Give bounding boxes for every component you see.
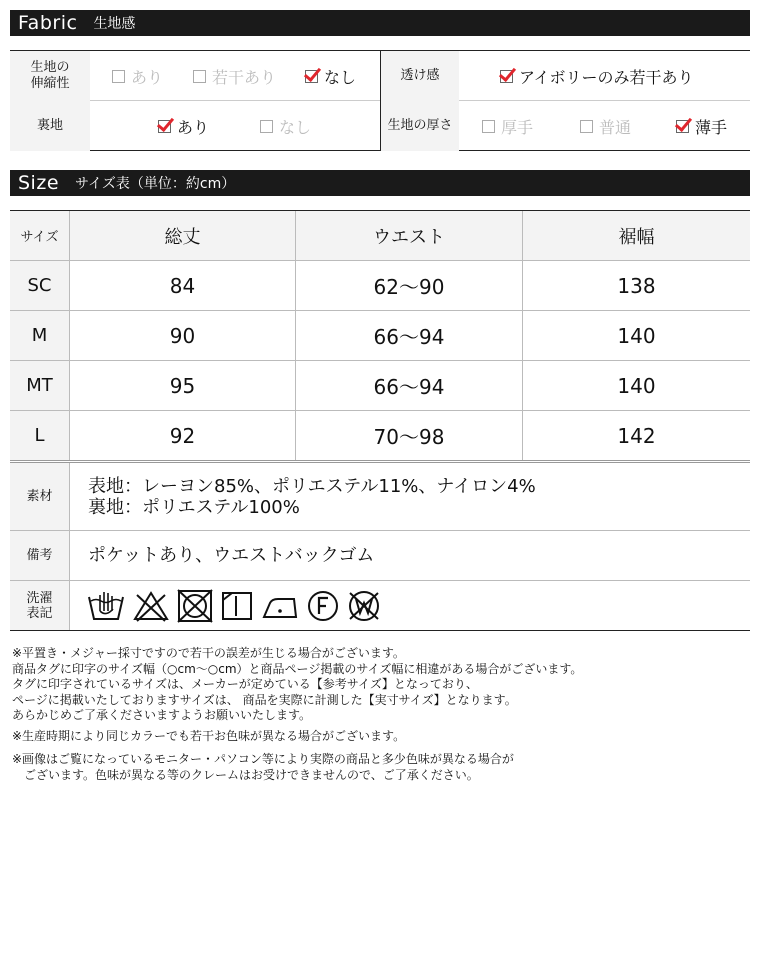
size-header — [10, 170, 750, 196]
washing-row — [10, 581, 750, 631]
size-cell: M — [10, 311, 70, 360]
stretch-label-line: 生地の — [30, 60, 70, 75]
material-row — [10, 463, 750, 531]
checkbox-icon — [260, 120, 273, 133]
option-label: なし — [279, 117, 312, 137]
stretch-option-slight[interactable] — [193, 51, 276, 101]
length-cell: 90 — [70, 311, 296, 360]
material-line: 裏地：ポリエステル100% — [88, 496, 300, 518]
option-label: 普通 — [599, 117, 632, 137]
washing-label — [10, 581, 70, 630]
column-header: 総丈 — [70, 211, 296, 260]
lining-option-no[interactable] — [260, 101, 311, 151]
no-bleach-icon — [132, 589, 170, 623]
fabric-subtitle: 生地感 — [93, 16, 136, 32]
thickness-label: 生地の厚さ — [381, 101, 459, 151]
material-value — [70, 463, 536, 530]
iron-low-icon — [260, 591, 300, 621]
notes-block-3 — [12, 752, 752, 783]
option-label: 厚手 — [501, 117, 534, 137]
note-line: あらかじめご了承くださいますようお願いいたします。 — [12, 708, 312, 722]
washing-icons — [70, 581, 388, 630]
checkbox-icon — [193, 70, 206, 83]
checkbox-icon — [112, 70, 125, 83]
waist-cell: 62〜90 — [296, 261, 523, 310]
no-tumble-dry-icon — [176, 588, 214, 624]
length-cell: 92 — [70, 411, 296, 460]
checkbox-icon — [482, 120, 495, 133]
stretch-option-yes[interactable] — [112, 51, 163, 101]
table-row — [10, 361, 750, 411]
option-label: あり — [131, 67, 164, 87]
length-cell: 84 — [70, 261, 296, 310]
option-label: アイボリーのみ若干あり — [519, 67, 694, 87]
thickness-option-thin[interactable] — [676, 101, 727, 151]
option-label: 若干あり — [212, 67, 277, 87]
checked-checkbox-icon — [500, 70, 513, 83]
washing-label-line: 洗濯 — [26, 590, 53, 606]
checked-checkbox-icon — [158, 120, 171, 133]
hem-cell: 142 — [617, 423, 656, 448]
thickness-option-normal[interactable] — [580, 101, 631, 151]
size-header-row — [10, 211, 750, 261]
checked-checkbox-icon — [305, 70, 318, 83]
table-row — [10, 411, 750, 463]
checkbox-icon — [580, 120, 593, 133]
stretch-option-none[interactable] — [305, 51, 356, 101]
line-dry-shade-icon — [220, 590, 254, 622]
notes-block-2 — [12, 729, 752, 745]
dry-clean-f-icon — [306, 589, 340, 623]
table-row — [10, 261, 750, 311]
size-cell: SC — [10, 261, 70, 310]
length-cell: 95 — [70, 361, 296, 410]
option-label: なし — [324, 67, 357, 87]
hem-cell: 138 — [617, 273, 656, 298]
option-label: 薄手 — [695, 117, 728, 137]
table-row — [10, 311, 750, 361]
size-table — [10, 210, 750, 449]
material-label: 素材 — [10, 463, 70, 530]
waist-cell: 66〜94 — [296, 361, 523, 410]
size-cell: MT — [10, 361, 70, 410]
divider — [380, 51, 381, 151]
thickness-option-thick[interactable] — [482, 101, 533, 151]
note-line: ページに掲載いたしておりますサイズは、 商品を実際に計測した【実寸サイズ】となります。 — [12, 692, 517, 707]
lining-option-yes[interactable] — [158, 101, 209, 151]
note-line: ※生産時期により同じカラーでも若干お色味が異なる場合がございます。 — [12, 729, 406, 743]
notes-block-1 — [12, 646, 752, 724]
size-cell: L — [10, 411, 70, 460]
stretch-label-line: 伸縮性 — [30, 76, 70, 91]
column-header: サイズ — [10, 211, 70, 260]
remarks-label: 備考 — [10, 531, 70, 580]
hand-wash-icon — [86, 589, 126, 623]
lining-label: 裏地 — [10, 101, 90, 151]
sheer-label: 透け感 — [381, 51, 459, 101]
material-line: 表地：レーヨン85%、ポリエステル11%、ナイロン4% — [88, 475, 536, 497]
fabric-table — [10, 50, 750, 151]
fabric-title: Fabric — [18, 12, 78, 34]
stretch-label — [10, 51, 90, 101]
waist-cell: 66〜94 — [296, 311, 523, 360]
note-line: ※平置き・メジャー採寸ですので若干の誤差が生じる場合がございます。 — [12, 646, 405, 660]
note-line: 商品タグに印字のサイズ幅（○cm〜○cm）と商品ページ掲載のサイズ幅に相違がある場合がございます。 — [12, 661, 583, 676]
note-line: ※画像はご覧になっているモニター・パソコン等により実際の商品と多少色味が異なる場合が — [12, 752, 514, 766]
note-line: タグに印字されているサイズは、メーカーが定めている【参考サイズ】となっており、 — [12, 677, 478, 691]
hem-cell: 140 — [617, 323, 656, 348]
size-title: Size — [18, 172, 60, 194]
washing-label-line: 表記 — [26, 605, 53, 621]
hem-cell: 140 — [617, 373, 656, 398]
column-header: ウエスト — [296, 211, 523, 260]
option-label: あり — [177, 117, 210, 137]
size-subtitle: サイズ表（単位：約cm） — [75, 176, 236, 192]
note-line: ございます。色味が異なる等のクレームはお受けできませんので、ご了承ください。 — [12, 767, 479, 782]
remarks-row — [10, 531, 750, 581]
waist-cell: 70〜98 — [296, 411, 523, 460]
fabric-header — [10, 10, 750, 36]
no-wet-clean-icon — [346, 589, 382, 623]
remarks-value: ポケットあり、ウエストバックゴム — [88, 545, 375, 566]
column-header: 裾幅 — [523, 211, 750, 260]
sheer-option[interactable] — [500, 51, 694, 101]
checked-checkbox-icon — [676, 120, 689, 133]
